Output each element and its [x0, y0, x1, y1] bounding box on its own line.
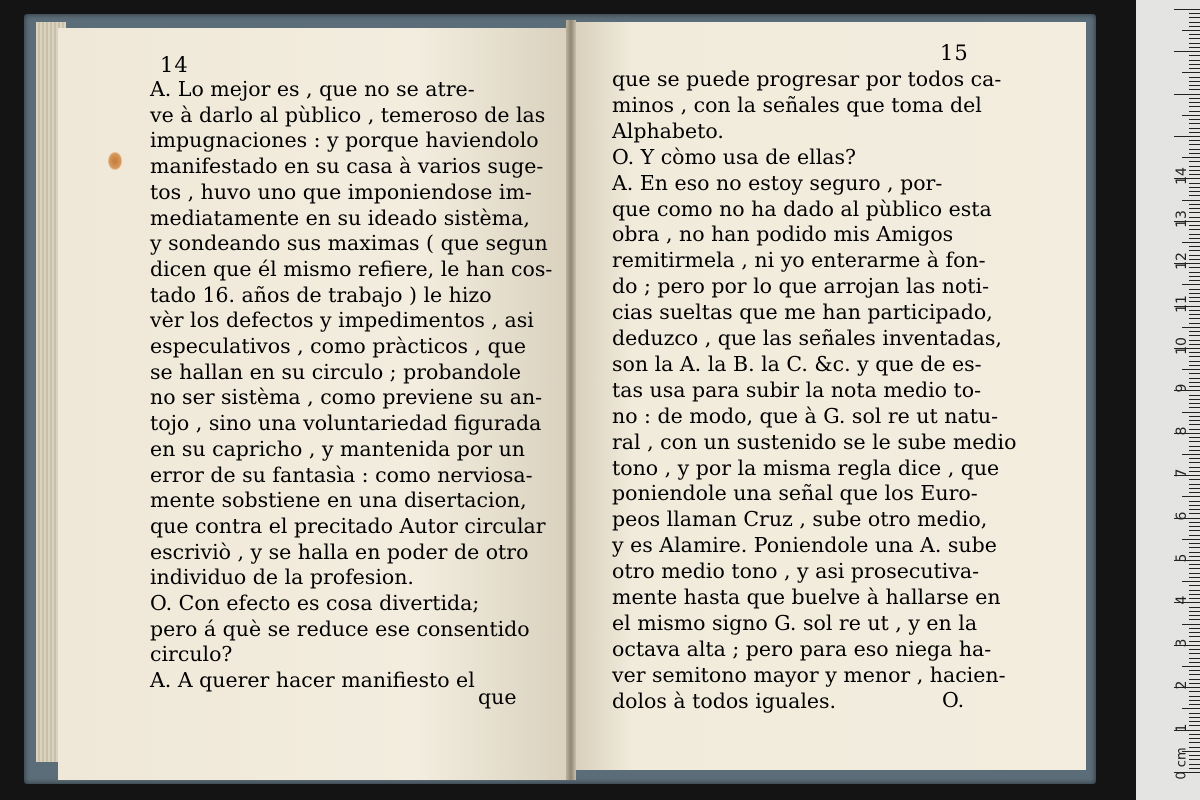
ruler-tick: [1189, 691, 1200, 692]
ruler-tick: [1189, 38, 1200, 39]
ruler-tick: [1189, 441, 1200, 442]
ruler-number: 5: [1174, 553, 1190, 563]
text-line: manifestado en su casa à varios suge-: [150, 154, 544, 179]
ruler-tick: [1189, 764, 1200, 765]
text-line: A. En eso no estoy seguro , por-: [612, 170, 943, 195]
ruler-tick: [1189, 373, 1200, 374]
ruler-tick: [1189, 632, 1200, 633]
ruler-tick: [1189, 446, 1200, 447]
ruler-tick: [1182, 200, 1200, 201]
ruler-tick: [1189, 619, 1200, 620]
paper-stain: [108, 152, 122, 170]
ruler-tick: [1189, 759, 1200, 760]
ruler-tick: [1189, 166, 1200, 167]
text-line: escriviò , y se halla en poder de otro: [150, 539, 529, 564]
text-line: ral , con un sustenido se le sube medio: [612, 429, 1017, 454]
ruler-tick: [1189, 225, 1200, 226]
ruler-tick: [1182, 708, 1200, 709]
ruler-tick: [1189, 85, 1200, 86]
ruler-tick: [1189, 64, 1200, 65]
ruler-tick: [1189, 747, 1200, 748]
ruler-tick: [1182, 369, 1200, 370]
ruler-tick: [1189, 119, 1200, 120]
ruler-tick: [1189, 450, 1200, 451]
ruler-tick: [1189, 77, 1200, 78]
ruler-tick: [1189, 768, 1200, 769]
ruler-tick: [1189, 47, 1200, 48]
ruler-tick: [1189, 102, 1200, 103]
ruler-tick: [1189, 55, 1200, 56]
text-line: dolos à todos iguales.: [612, 688, 837, 713]
text-line: poniendole una señal que los Euro-: [612, 481, 978, 506]
ruler-tick: [1189, 424, 1200, 425]
ruler-tick: [1189, 522, 1200, 523]
ruler-tick: [1189, 382, 1200, 383]
text-line: y sondeando sus maximas ( que segun: [150, 231, 548, 256]
ruler-tick: [1189, 289, 1200, 290]
ruler-tick: [1189, 479, 1200, 480]
text-line: individuo de la profesion.: [150, 565, 414, 590]
ruler-tick: [1189, 276, 1200, 277]
ruler-tick: [1189, 399, 1200, 400]
text-line: error de su fantasìa : como nerviosa-: [150, 462, 533, 487]
ruler-tick: [1189, 704, 1200, 705]
ruler-tick: [1189, 149, 1200, 150]
ruler-tick: [1189, 280, 1200, 281]
ruler-tick: [1189, 552, 1200, 553]
ruler-tick: [1189, 13, 1200, 14]
ruler-tick: [1189, 361, 1200, 362]
right-catchword: O.: [942, 688, 965, 712]
text-line: O. Con efecto es cosa divertida;: [150, 591, 480, 615]
ruler-tick: [1174, 94, 1200, 95]
ruler-tick: [1174, 9, 1200, 10]
ruler-tick: [1189, 259, 1200, 260]
ruler-tick: [1189, 628, 1200, 629]
ruler-tick: [1189, 43, 1200, 44]
ruler-number: 8: [1174, 426, 1190, 436]
ruler-tick: [1189, 17, 1200, 18]
ruler-tick: [1189, 564, 1200, 565]
text-line: mente hasta que buelve à hallarse en: [612, 585, 1001, 609]
text-line: Alphabeto.: [612, 118, 724, 143]
ruler-tick: [1189, 395, 1200, 396]
ruler-tick: [1189, 403, 1200, 404]
text-line: cias sueltas que me han participado,: [612, 300, 993, 325]
ruler-tick: [1189, 530, 1200, 531]
ruler-number: 11: [1174, 294, 1190, 313]
ruler-tick: [1189, 106, 1200, 107]
text-line: minos , con la señales que toma del: [612, 92, 982, 117]
ruler-tick: [1189, 734, 1200, 735]
ruler-tick: [1189, 649, 1200, 650]
ruler-tick: [1189, 81, 1200, 82]
text-line: tojo , sino una voluntariedad figurada: [150, 411, 542, 436]
ruler-tick: [1189, 585, 1200, 586]
ruler-tick: [1189, 191, 1200, 192]
ruler-tick: [1189, 22, 1200, 23]
ruler-tick: [1189, 505, 1200, 506]
text-line: vèr los defectos y impedimentos , asi: [150, 308, 534, 333]
text-line: en su capricho , y mantenida por un: [150, 436, 525, 461]
ruler-tick: [1189, 679, 1200, 680]
ruler-tick: [1189, 429, 1200, 430]
ruler-tick: [1189, 484, 1200, 485]
text-line: do ; pero por lo que arrojan las noti-: [612, 274, 990, 299]
ruler-number: 4: [1174, 595, 1190, 605]
ruler-tick: [1189, 670, 1200, 671]
ruler-tick: [1189, 653, 1200, 654]
ruler-number: 1: [1174, 723, 1190, 733]
text-line: otro medio tono , y asi prosecutiva-: [612, 559, 980, 584]
ruler-tick: [1189, 713, 1200, 714]
ruler-number: 9: [1174, 383, 1190, 393]
ruler-tick: [1189, 594, 1200, 595]
ruler-tick: [1189, 132, 1200, 133]
measurement-ruler: [1136, 0, 1200, 800]
ruler-tick: [1189, 331, 1200, 332]
ruler-tick: [1189, 60, 1200, 61]
ruler-tick: [1182, 412, 1200, 413]
ruler-number: 7: [1174, 468, 1190, 478]
ruler-tick: [1174, 136, 1200, 137]
ruler-tick: [1189, 208, 1200, 209]
ruler-tick: [1189, 577, 1200, 578]
ruler-tick: [1189, 386, 1200, 387]
ruler-tick: [1182, 454, 1200, 455]
text-line: circulo?: [150, 642, 233, 667]
ruler-tick: [1189, 153, 1200, 154]
ruler-unit-label: 0 cm: [1174, 747, 1190, 780]
book-gutter: [566, 20, 576, 780]
text-line: peos llaman Cruz , sube otro medio,: [612, 507, 988, 532]
text-line: no ser sistèma , como previene su an-: [150, 385, 543, 410]
ruler-tick: [1189, 170, 1200, 171]
ruler-tick: [1189, 310, 1200, 311]
ruler-tick: [1189, 462, 1200, 463]
text-line: A. Lo mejor es , que no se atre-: [150, 77, 475, 101]
ruler-tick: [1189, 573, 1200, 574]
ruler-tick: [1189, 238, 1200, 239]
ruler-tick: [1189, 742, 1200, 743]
ruler-tick: [1189, 255, 1200, 256]
ruler-tick: [1189, 234, 1200, 235]
ruler-tick: [1182, 496, 1200, 497]
text-line: A. A querer hacer manifiesto el: [150, 668, 475, 693]
ruler-tick: [1189, 543, 1200, 544]
ruler-tick: [1182, 30, 1200, 31]
ruler-tick: [1182, 284, 1200, 285]
ruler-tick: [1182, 624, 1200, 625]
ruler-tick: [1182, 327, 1200, 328]
ruler-tick: [1189, 212, 1200, 213]
ruler-tick: [1189, 111, 1200, 112]
ruler-tick: [1189, 378, 1200, 379]
ruler-tick: [1189, 674, 1200, 675]
left-catchword: que: [478, 685, 517, 709]
right-page-number: 15: [940, 41, 969, 65]
ruler-number: 2: [1174, 680, 1190, 690]
ruler-tick: [1189, 547, 1200, 548]
ruler-tick: [1189, 755, 1200, 756]
text-line: no : de modo, que à G. sol re ut natu-: [612, 403, 999, 428]
ruler-tick: [1189, 140, 1200, 141]
ruler-tick: [1189, 89, 1200, 90]
ruler-tick: [1189, 509, 1200, 510]
ruler-tick: [1174, 51, 1200, 52]
ruler-tick: [1189, 615, 1200, 616]
ruler-tick: [1189, 314, 1200, 315]
ruler-tick: [1189, 174, 1200, 175]
ruler-number: 13: [1174, 209, 1190, 228]
ruler-tick: [1189, 344, 1200, 345]
ruler-tick: [1189, 297, 1200, 298]
ruler-tick: [1189, 407, 1200, 408]
ruler-tick: [1189, 229, 1200, 230]
ruler-number: 10: [1174, 337, 1190, 355]
ruler-tick: [1189, 352, 1200, 353]
ruler-tick: [1189, 340, 1200, 341]
ruler-number: 3: [1174, 638, 1190, 648]
ruler-tick: [1189, 420, 1200, 421]
ruler-tick: [1189, 458, 1200, 459]
ruler-tick: [1189, 318, 1200, 319]
ruler-number: 12: [1174, 252, 1190, 271]
ruler-tick: [1182, 115, 1200, 116]
text-line: tado 16. años de trabajo ) le hizo: [150, 282, 492, 307]
ruler-tick: [1189, 717, 1200, 718]
text-line: se hallan en su circulo ; probandole: [150, 359, 522, 384]
ruler-tick: [1189, 556, 1200, 557]
ruler-tick: [1189, 641, 1200, 642]
ruler-tick: [1189, 416, 1200, 417]
text-line: octava alta ; pero para eso niega ha-: [612, 636, 992, 661]
text-line: remitirmela , ni yo enterarme à fon-: [612, 248, 986, 273]
text-line: son la A. la B. la C. &c. y que de es-: [612, 351, 982, 376]
ruler-tick: [1189, 636, 1200, 637]
text-line: y es Alamire. Poniendole una A. sube: [612, 533, 997, 558]
left-page-number: 14: [160, 53, 189, 77]
ruler-tick: [1189, 267, 1200, 268]
ruler-tick: [1189, 568, 1200, 569]
text-line: mente sobstiene en una disertacion,: [150, 488, 527, 513]
ruler-tick: [1189, 144, 1200, 145]
ruler-tick: [1182, 581, 1200, 582]
text-line: impugnaciones : y porque haviendolo: [150, 128, 539, 153]
ruler-tick: [1189, 696, 1200, 697]
ruler-tick: [1189, 187, 1200, 188]
ruler-tick: [1189, 195, 1200, 196]
ruler-tick: [1189, 26, 1200, 27]
ruler-tick: [1189, 323, 1200, 324]
ruler-tick: [1189, 501, 1200, 502]
ruler-tick: [1189, 492, 1200, 493]
ruler-tick: [1189, 183, 1200, 184]
text-line: dicen que él mismo refiere, le han cos-: [150, 256, 553, 281]
text-line: que contra el precitado Autor circular: [150, 513, 546, 538]
ruler-tick: [1189, 721, 1200, 722]
text-line: ver semitono mayor y menor , hacien-: [612, 662, 1006, 687]
text-line: que se puede progresar por todos ca-: [612, 67, 1002, 91]
text-line: tos , huvo uno que imponiendose im-: [150, 179, 532, 204]
ruler-tick: [1182, 539, 1200, 540]
ruler-tick: [1189, 611, 1200, 612]
ruler-tick: [1189, 683, 1200, 684]
ruler-tick: [1189, 356, 1200, 357]
ruler-tick: [1189, 437, 1200, 438]
ruler-number: 6: [1174, 511, 1190, 521]
ruler-number: 14: [1174, 167, 1190, 186]
ruler-tick: [1189, 658, 1200, 659]
ruler-tick: [1189, 161, 1200, 162]
ruler-tick: [1189, 98, 1200, 99]
ruler-tick: [1189, 526, 1200, 527]
ruler-tick: [1189, 250, 1200, 251]
ruler-tick: [1189, 513, 1200, 514]
ruler-tick: [1189, 662, 1200, 663]
text-line: mediatamente en su ideado sistèma,: [150, 205, 530, 230]
ruler-tick: [1189, 467, 1200, 468]
ruler-tick: [1189, 488, 1200, 489]
ruler-tick: [1189, 217, 1200, 218]
ruler-tick: [1182, 242, 1200, 243]
text-line: O. Y còmo usa de ellas?: [612, 144, 857, 169]
ruler-tick: [1189, 128, 1200, 129]
text-line: tas usa para subir la nota medio to-: [612, 377, 981, 402]
ruler-tick: [1189, 301, 1200, 302]
ruler-tick: [1189, 246, 1200, 247]
ruler-tick: [1189, 204, 1200, 205]
ruler-tick: [1182, 157, 1200, 158]
text-line: el mismo signo G. sol re ut , y en la: [612, 610, 978, 635]
ruler-tick: [1189, 68, 1200, 69]
text-line: deduzco , que las señales inventadas,: [612, 326, 1002, 350]
ruler-tick: [1189, 34, 1200, 35]
ruler-tick: [1189, 293, 1200, 294]
ruler-tick: [1189, 123, 1200, 124]
text-line: obra , no han podido mis Amigos: [612, 222, 954, 247]
ruler-tick: [1189, 535, 1200, 536]
ruler-tick: [1189, 700, 1200, 701]
ruler-tick: [1189, 607, 1200, 608]
text-line: especulativos , como pràcticos , que: [150, 334, 527, 358]
ruler-tick: [1189, 725, 1200, 726]
text-line: que como no ha dado al pùblico esta: [612, 196, 992, 221]
ruler-tick: [1182, 666, 1200, 667]
text-line: pero á què se reduce ese consentido: [150, 616, 530, 641]
ruler-tick: [1189, 471, 1200, 472]
ruler-tick: [1189, 738, 1200, 739]
ruler-tick: [1189, 272, 1200, 273]
ruler-tick: [1189, 598, 1200, 599]
ruler-tick: [1182, 72, 1200, 73]
ruler-tick: [1189, 335, 1200, 336]
ruler-tick: [1189, 365, 1200, 366]
text-line: ve à darlo al pùblico , temeroso de las: [150, 102, 546, 127]
text-line: tono , y por la misma regla dice , que: [612, 455, 1000, 480]
ruler-tick: [1189, 590, 1200, 591]
